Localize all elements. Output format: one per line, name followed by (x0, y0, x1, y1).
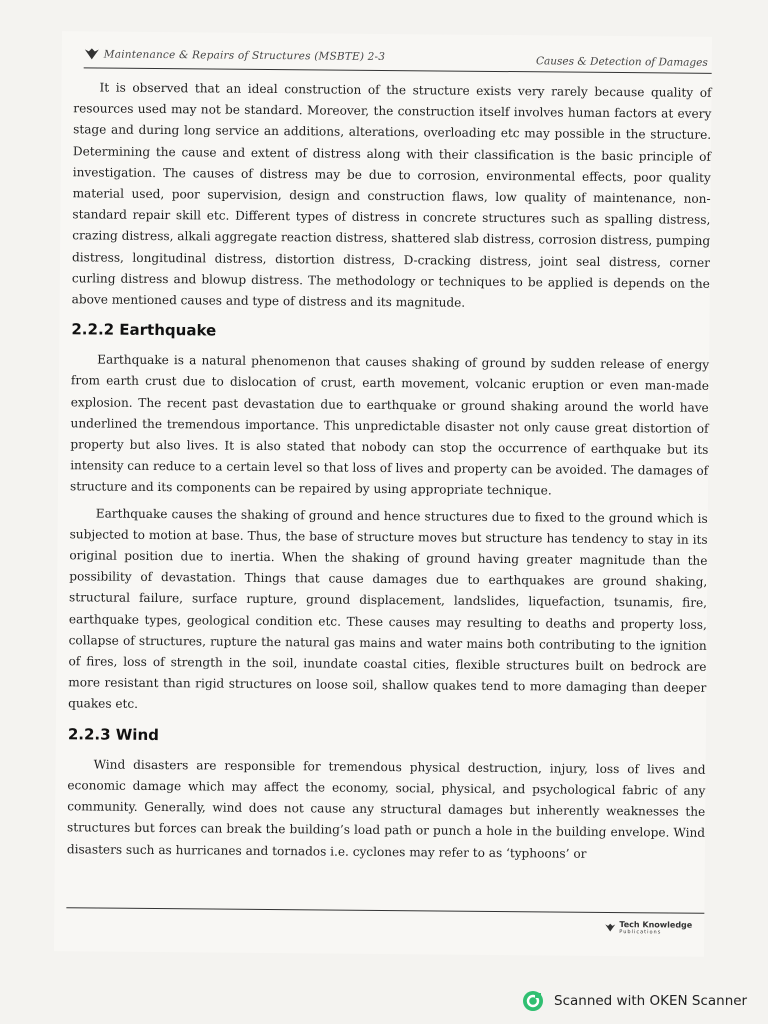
publisher-name: Tech Knowledge (619, 920, 693, 930)
section-heading-earthquake: 2.2.2 Earthquake (71, 320, 217, 340)
publisher-mark (604, 920, 692, 936)
publisher-footer-logo-icon (604, 922, 616, 932)
footer-rule (66, 907, 704, 914)
oken-scanner-logo-icon (522, 990, 544, 1012)
page-content (67, 77, 712, 865)
earthquake-paragraph-1: Earthquake is a natural phenomenon that causes shaking of ground by sudden release of energy from earth crust due to dislocation of crust, earth movement, volcanic eruption or even man-made explosion. The recent past devastation due to earthquake or ground shaking around the world have underlined the tremendous importance. This unpredictable disaster not only cause great distortion of property but also lives. It is also stated that nobody can stop the occurrence of earthquake but its intensity can reduce to a certain level so that loss of lives and property can be avoided. The damages of structure and its components can be repaired by using appropriate technique. (69, 352, 710, 498)
publisher-sub: Publications (619, 929, 662, 936)
watermark-text: Scanned with OKEN Scanner (554, 993, 748, 1009)
intro-paragraph: It is observed that an ideal construction of the structure exists very rarely because quality of resources used may not be standard. Moreover, the construction itself involves human factors at every stage and during long service an additions, alterations, overloading etc may possible in the structure. Determining the cause and extent of distress along with their classification is the basic principle of investigation. The causes of distress may be due to corrosion, environmental effects, poor quality material used, poor supervision, design and construction flaws, low quality of maintenance, non-standard repair skill etc. Different types of distress in concrete structures such as spalling distress, crazing distress, alkali aggregate reaction distress, shattered slab distress, corrosion distress, pumping distress, longitudinal distress, distortion distress, D-cracking distress, joint seal distress, corner curling distress and blowup distress. The methodology or techniques to be applied is depends on the above mentioned causes and type of distress and its magnitude. (71, 80, 712, 310)
header-right-title: Causes & Detection of Damages (535, 55, 708, 69)
publisher-logo-icon (84, 47, 100, 61)
earthquake-paragraph-2: Earthquake causes the shaking of ground and hence structures due to fixed to the ground which is subjected to motion at base. Thus, the base of structure moves but structure has tendency to stay in its original position due to inertia. When the shaking of ground having greater magnitude than the possibility of devastation. Things that cause damages due to earthquakes are ground shaking, structural failure, surface rupture, ground displacement, landslides, liquefaction, tsunamis, fire, earthquake types, geological condition etc. These causes may resulting to deaths and property loss, collapse of structures, rupture the natural gas mains and water mains both contributing to the ignition of fires, loss of strength in the soil, inundate coastal cities, flexible structures built on bedrock are more resistant than rigid structures on loose soil, shallow quakes tend to more damaging than deeper quakes etc. (68, 506, 708, 712)
book-page (54, 31, 712, 957)
header-left-title: Maintenance & Repairs of Structures (MSBTE) 2-3 (103, 48, 386, 63)
scanner-watermark (522, 988, 747, 1014)
section-heading-wind: 2.2.3 Wind (67, 724, 160, 744)
wind-paragraph-1: Wind disasters are responsible for tremendous physical destruction, injury, loss of lives and economic damage which may affect the economy, social, physical, and psychological fabric of any community. Generally, wind does not cause any structural damages but inherently weaknesses the structures but forces can break the building’s load path or punch a hole in the building envelope. Wind disasters such as hurricanes and tornados i.e. cyclones may refer to as ‘typhoons’ or (66, 757, 706, 861)
running-header (84, 45, 712, 73)
